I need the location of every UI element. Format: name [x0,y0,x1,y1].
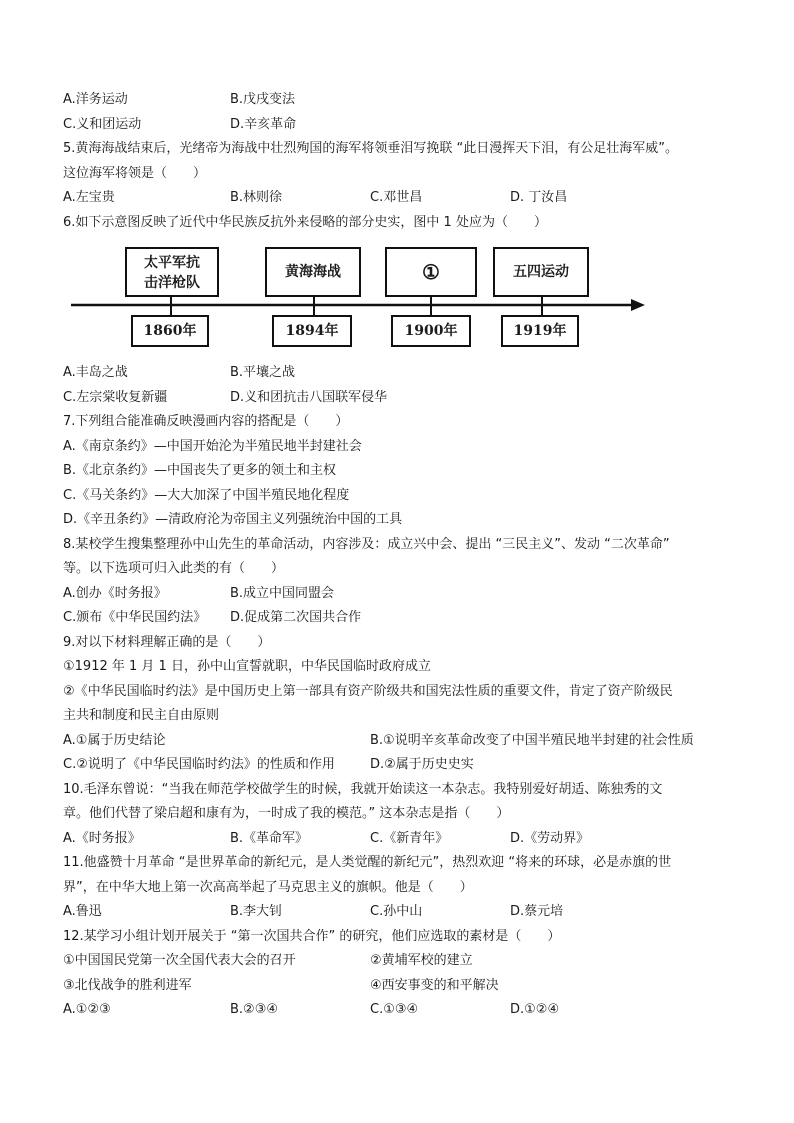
q8-options-row-2 [63,606,733,631]
q5-option-c: C.邓世昌 [370,190,423,205]
q6-option-c: C.左宗棠收复新疆 [63,389,168,405]
q4-option-b: B.戊戌变法 [230,92,296,107]
q8-stem-line-1: 8.某校学生搜集整理孙中山先生的革命活动，内容涉及：成立兴中会、提出 “三民主义”、发动 “二次革命” [63,536,670,552]
q12-materials-row-2 [63,974,733,999]
timeline-event-4: 五四运动 [493,247,589,297]
q12-material-4: ④西安事变的和平解决 [370,977,499,993]
q6-options-row-1 [63,361,733,386]
q9-option-c: C.②说明了《中华民国临时约法》的性质和作用 [63,757,335,772]
q11-option-c: C.孙中山 [370,904,423,919]
q9-option-b: B.①说明辛亥革命改变了中国半殖民地半封建的社会性质 [370,732,694,748]
q12-material-2: ②黄埔军校的建立 [370,953,473,968]
q9-option-d: D.②属于历史史实 [370,757,474,772]
q5-options [63,186,733,211]
timeline-event-1-line1: 太平军抗 [144,255,200,271]
q9-material-2-line-1: ②《中华民国临时约法》是中国历史上第一部具有资产阶级共和国宪法性质的重要文件，肯定了资产阶级民 [63,683,673,699]
q9-options-row-2 [63,753,733,778]
q5-stem-line-1: 5.黄海海战结束后，光绪帝为海战中壮烈殉国的海军将领垂泪写挽联 “此日漫挥天下泪，有公足壮海军威”。 [63,141,679,156]
q4-options-row-1 [63,88,733,113]
q8-option-a: A.创办《时务报》 [63,585,167,601]
q12-stem: 12.某学习小组计划开展关于 “第一次国共合作” 的研究，他们应选取的素材是（ ） [63,928,561,944]
q12-option-b: B.②③④ [230,1002,279,1017]
q12-option-d: D.①②④ [510,1002,560,1017]
timeline-event-2: 黄海海战 [265,247,361,297]
timeline-event-1-line2: 击洋枪队 [144,275,200,291]
q5-option-a: A.左宝贵 [63,190,115,205]
q10-option-d: D.《劳动界》 [510,830,590,846]
q9-material-1: ①1912 年 1 月 1 日，孙中山宣誓就职，中华民国临时政府成立 [63,659,431,674]
q4-option-d: D.辛亥革命 [230,116,297,132]
timeline-event-3: ① [385,247,477,297]
q9-options-row-1 [63,729,733,754]
q11-stem-line-2: 界”，在中华大地上第一次高高举起了马克思主义的旗帜。他是（ ） [63,879,473,895]
q7-option-b: B.《北京条约》—中国丧失了更多的领土和主权 [63,463,337,478]
q10-stem-line-1: 10.毛泽东曾说：“当我在师范学校做学生的时候，我就开始读这一本杂志。我特别爱好胡适、陈独秀的文 [63,781,663,797]
q7-stem: 7.下列组合能准确反映漫画内容的搭配是（ ） [63,414,349,429]
q5-option-b: B.林则徐 [230,190,283,205]
q9-material-2-line-2: 主共和制度和民主自由原则 [63,708,220,723]
timeline-year-2: 1894年 [272,315,352,347]
timeline-arrow [631,299,645,311]
q8-option-c: C.颁布《中华民国约法》 [63,610,207,625]
q10-option-b: B.《革命军》 [230,830,309,846]
q12-material-3: ③北伐战争的胜利进军 [63,977,192,993]
q9-option-a: A.①属于历史结论 [63,732,166,748]
exam-page [63,88,733,1023]
q10-options [63,827,733,852]
q11-option-a: A.鲁迅 [63,904,102,919]
q12-option-a: A.①②③ [63,1002,111,1017]
q6-option-b: B.平壤之战 [230,365,296,380]
q5-option-d: D. 丁汝昌 [510,190,568,205]
q8-option-d: D.促成第二次国共合作 [230,610,362,625]
q12-options [63,998,733,1023]
q6-stem: 6.如下示意图反映了近代中华民族反抗外来侵略的部分史实，图中 1 处应为（ ） [63,214,547,230]
timeline-year-4: 1919年 [501,315,579,347]
q5-stem-line-2: 这位海军将领是（ ） [63,165,207,181]
timeline-year-3: 1900年 [391,315,471,347]
q8-stem-line-2: 等。以下选项可归入此类的有（ ） [63,561,285,576]
q10-option-c: C.《新青年》 [370,830,449,846]
q8-option-b: B.成立中国同盟会 [230,585,335,601]
q7-option-a: A.《南京条约》—中国开始沦为半殖民地半封建社会 [63,438,362,454]
q4-option-a: A.洋务运动 [63,92,128,107]
q11-option-d: D.蔡元培 [510,904,564,919]
timeline-event-1 [125,247,219,297]
q8-options-row-1 [63,582,733,607]
q6-option-d: D.义和团抗击八国联军侵华 [230,389,388,405]
q10-stem-line-2: 章。他们代替了梁启超和康有为，一时成了我的模范。” 这本杂志是指（ ） [63,806,510,821]
q6-options-row-2 [63,386,733,411]
q7-option-d: D.《辛丑条约》—清政府沦为帝国主义列强统治中国的工具 [63,512,403,527]
q7-option-c: C.《马关条约》—大大加深了中国半殖民地化程度 [63,487,350,503]
q6-option-a: A.丰岛之战 [63,365,128,380]
q9-stem: 9.对以下材料理解正确的是（ ） [63,634,271,650]
q11-option-b: B.李大钊 [230,904,283,919]
timeline-year-1: 1860年 [131,315,209,347]
q12-option-c: C.①③④ [370,1002,419,1017]
q11-options [63,900,733,925]
q11-stem-line-1: 11.他盛赞十月革命 “是世界革命的新纪元，是人类觉醒的新纪元”，热烈欢迎 “将来的环球，必是赤旗的世 [63,855,672,870]
q12-material-1: ①中国国民党第一次全国代表大会的召开 [63,953,296,968]
q4-options-row-2 [63,113,733,138]
q4-option-c: C.义和团运动 [63,116,142,132]
q6-timeline-figure [63,237,733,359]
q10-option-a: A.《时务报》 [63,830,141,846]
q12-materials-row-1 [63,949,733,974]
